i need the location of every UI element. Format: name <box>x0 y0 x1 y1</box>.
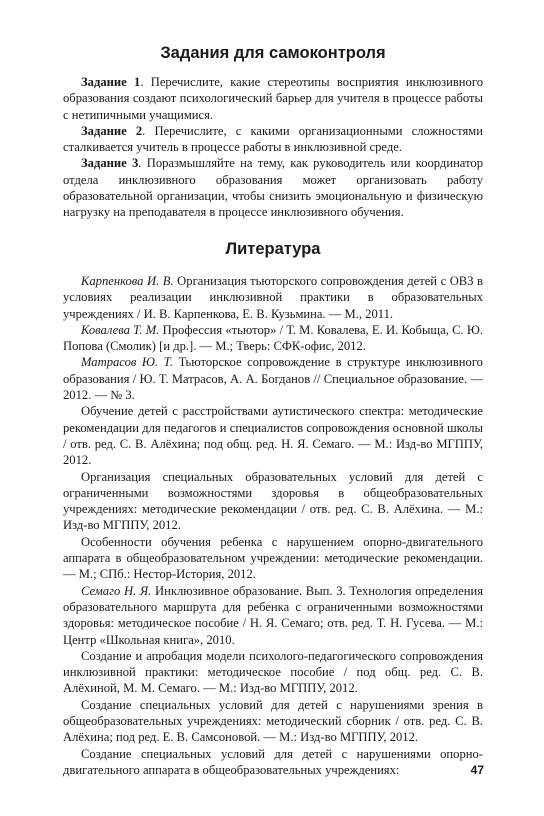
reference-item <box>63 322 483 355</box>
reference-text: Тьюторское сопровождение в структуре инклюзивного образования / Ю. Т. Матрасов, А. А. Богданов // Специальное образование. — 2012. — № 3. <box>63 355 483 403</box>
tasks-block <box>63 74 483 221</box>
section-heading-self-control: Задания для самоконтроля <box>160 44 386 62</box>
task-label: Задание 3 <box>81 156 139 171</box>
reference-item <box>63 746 483 779</box>
reference-item <box>63 403 483 468</box>
reference-text: Создание специальных условий для детей с нарушениями зрения в общеобразовательных учреждениях: методический сборник / отв. ред. С. В. Алёхина; под ред. Е. В. Самсоновой. — М.: Изд-во МГППУ, 2012. <box>63 697 483 745</box>
reference-text: Организация тьюторского сопровождения детей с ОВЗ в условиях реализации инклюзивной практики в образовательных учреждениях / И. В. Карпенкова, Е. В. Кузьмина. — М., 2011. <box>63 274 484 321</box>
reference-item <box>63 273 483 322</box>
reference-text: Создание специальных условий для детей с нарушениями опорно-двигательного аппарата в общеобразовательных учреждениях: <box>63 746 483 777</box>
task-label: Задание 2 <box>81 123 143 138</box>
reference-text: Обучение детей с расстройствами аутистического спектра: методические рекомендации для педагогов и специалистов сопровождения основной школы / отв. ред. С. В. Алёхина; под общ. ред. Н. Я. Семаго. — М.: Изд-во МГППУ, 2012. <box>63 404 483 468</box>
task-item <box>63 155 483 220</box>
reference-text: Инклюзивное образование. Вып. 3. Технология определения образовательного маршрута для ребенка с ограниченными возможностями здоровья: методическое пособие / Н. Я. Семаго; отв. ред. Т. Н. Гусева. — М.: Центр «Школьная книга», 2010. <box>63 583 483 647</box>
reference-item <box>63 354 483 403</box>
reference-author: Матрасов Ю. Т. <box>81 355 174 370</box>
reference-text: Организация специальных образовательных условий для детей с ограниченными возможностями здоровья в общеобразовательных учреждениях: методические рекомендации / отв. ред. С. В. Алёхина. — М.: Изд-во МГППУ, 2012. <box>63 469 483 533</box>
reference-text: Особенности обучения ребенка с нарушением опорно-двигательного аппарата в общеобразовательном учреждении: методические рекомендации. — М.; СПб.: Нестор-История, 2012. <box>63 534 483 582</box>
task-text: Перечислите, какие стереотипы восприятия инклюзивного образования создают психологический барьер для учителя в процессе работы с нетипичными учащимися. <box>63 75 483 122</box>
task-text: Поразмышляйте на тему, как руководитель или координатор отдела инклюзивного образования может организовать работу образовательной организации, чтобы снизить эмоциональную и физическую нагрузку на преподавателя в процессе инклюзивного обучения. <box>63 156 483 220</box>
reference-text: Профессия «тьютор» / Т. М. Ковалева, Е. И. Кобыща, С. Ю. Попова (Смолик) [и др.]. — М.; Тверь: СФК-офис, 2012. <box>63 322 483 354</box>
reference-item <box>63 697 483 746</box>
reference-item <box>63 583 483 648</box>
task-text: Перечислите, с какими организационными сложностями сталкивается учитель в процессе работы в инклюзивной среде. <box>63 123 483 155</box>
task-sep: . <box>142 123 155 138</box>
reference-author: Карпенкова И. В. <box>81 274 174 288</box>
section-heading-literature: Литература <box>225 240 321 258</box>
page-number: 47 <box>470 763 484 777</box>
task-label: Задание 1 <box>81 75 141 89</box>
reference-item <box>63 469 483 534</box>
task-sep: . <box>140 75 151 89</box>
reference-author: Семаго Н. Я. <box>81 583 152 598</box>
reference-author: Ковалева Т. М. <box>81 322 160 337</box>
task-sep: . <box>138 156 147 171</box>
reference-item <box>63 534 483 583</box>
references-list <box>63 273 483 778</box>
reference-text: Создание и апробация модели психолого-педагогического сопровождения инклюзивной практики: методическое пособие / под общ. ред. С. В. Алёхиной, М. М. Семаго. — М.: Изд-во МГППУ, 2012. <box>63 648 483 696</box>
reference-item <box>63 648 483 697</box>
task-item <box>63 123 483 156</box>
task-item <box>63 74 483 123</box>
